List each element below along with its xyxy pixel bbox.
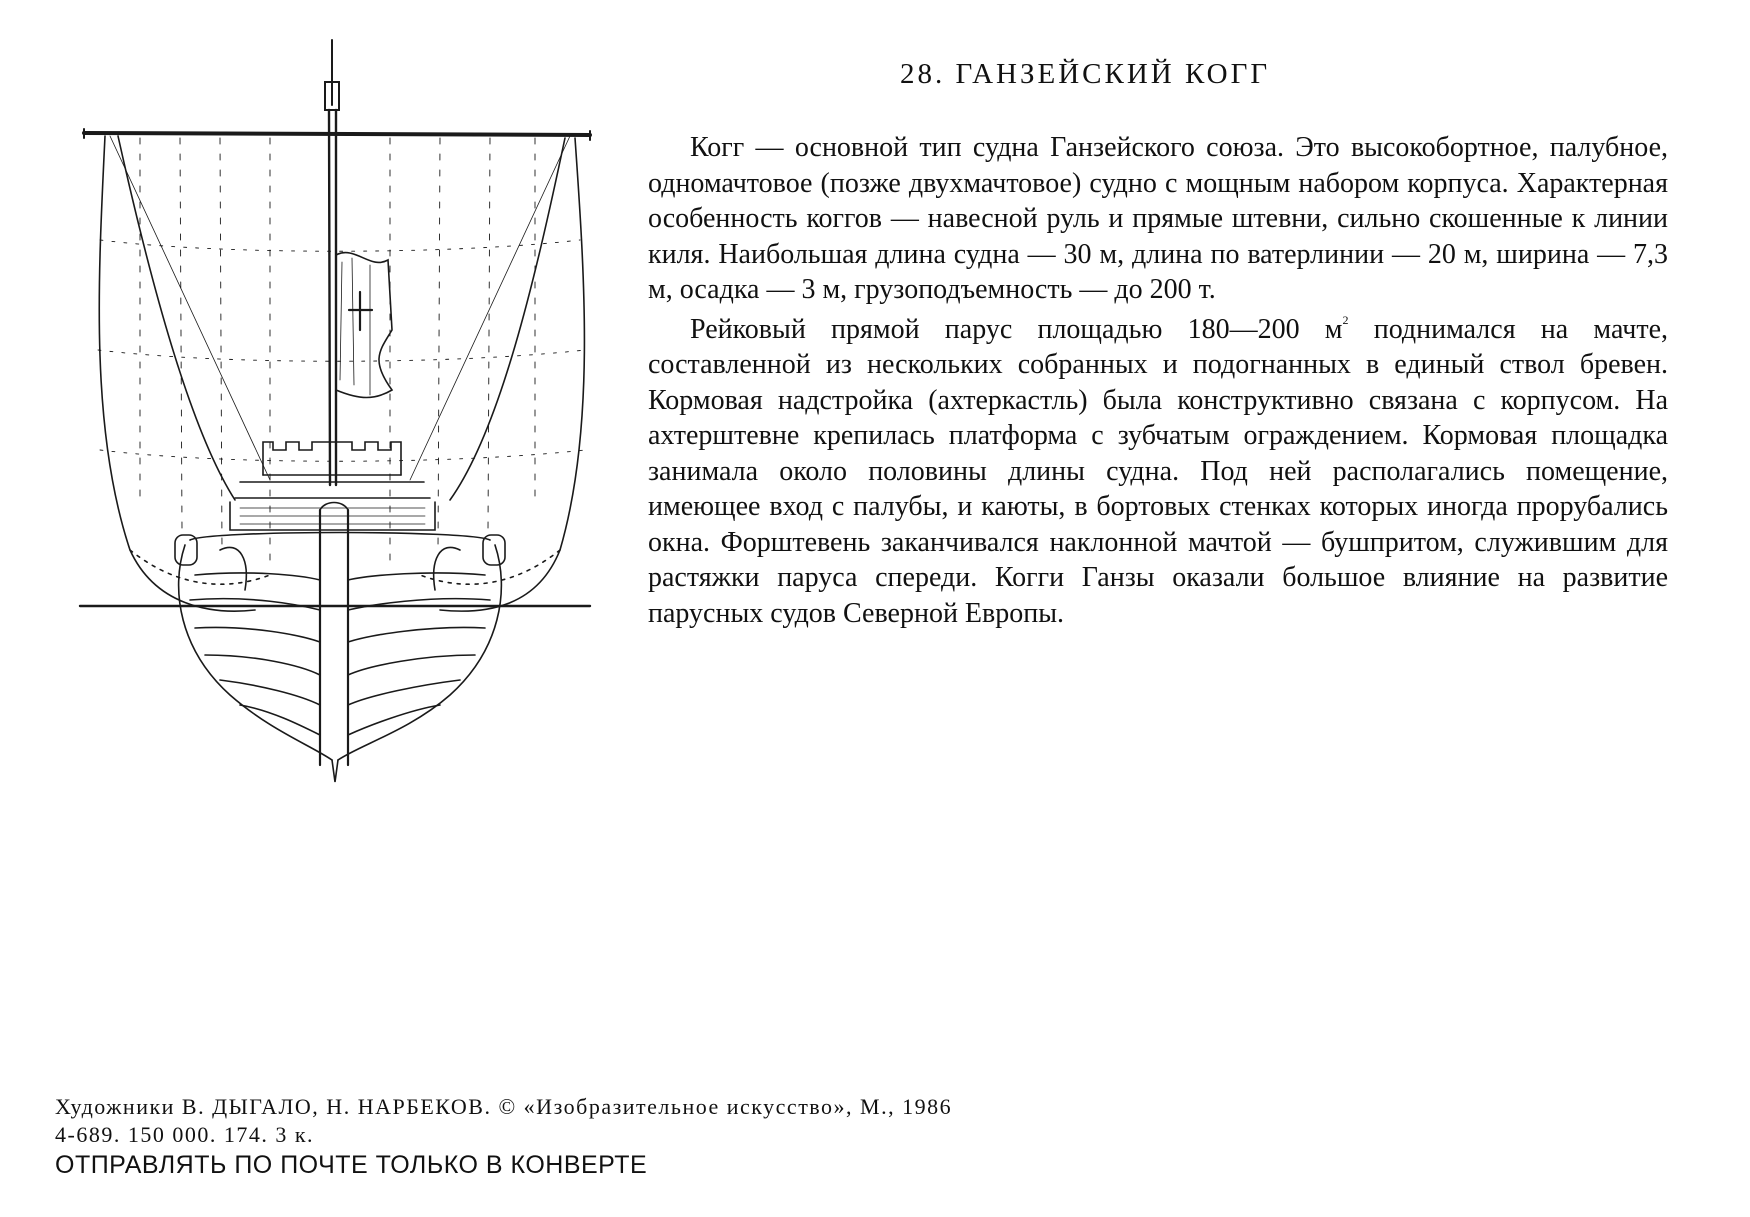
square-sail — [98, 136, 585, 611]
paragraph-2 — [648, 312, 1668, 632]
artists-credit: Художники В. ДЫГАЛО, Н. НАРБЕКОВ. © «Изобразительное искусство», М., 1986 — [55, 1094, 953, 1119]
card-title: 28. ГАНЗЕЙСКИЙ КОГГ — [900, 58, 1271, 90]
description — [648, 130, 1668, 635]
paragraph-2-lead: Рейковый прямой парус площадью 180—200 м — [690, 313, 1343, 345]
sterncastle — [230, 442, 435, 530]
paragraph-2-rest: поднимался на мачте, составленной из нескольких собранных и подогнанных в единый ствол бревен. Кормовая надстройка (ахтеркастль) была конструктивно связана с корпусом. На ахтерштевне крепилась платформа с зубчатым ограждением. Кормовая площадка занимала около половины длины судна. Под ней располагались помещение, имеющее вход с палубы, и каюты, в бортовых стенках которых иногда прорубались окна. Форштевень заканчивался наклонной мачтой — бушпритом, служившим для растяжки паруса спереди. Когги Ганзы оказали большое влияние на развитие парусных судов Северной Европы. — [648, 313, 1668, 629]
hull — [175, 503, 505, 783]
square-meter-superscript: 2 — [1342, 312, 1349, 327]
cog-ship-drawing — [70, 30, 630, 820]
cross-flag — [336, 253, 392, 398]
imprint — [55, 1093, 1255, 1181]
mail-notice: ОТПРАВЛЯТЬ ПО ПОЧТЕ ТОЛЬКО В КОНВЕРТЕ — [55, 1151, 648, 1179]
paragraph-1: Когг — основной тип судна Ганзейского союза. Это высокобортное, палубное, одномачтовое (позже двухмачтовое) судно с мощным набором корпуса. Характерная особенность коггов — навесной руль и прямые штевни, сильно скошенные к линии киля. Наибольшая длина судна — 30 м, длина по ватерлинии — 20 м, ширина — 7,3 м, осадка — 3 м, грузоподъемность — до 200 т. — [648, 132, 1668, 305]
print-info: 4-689. 150 000. 174. 3 к. — [55, 1122, 315, 1147]
mast — [325, 40, 339, 485]
